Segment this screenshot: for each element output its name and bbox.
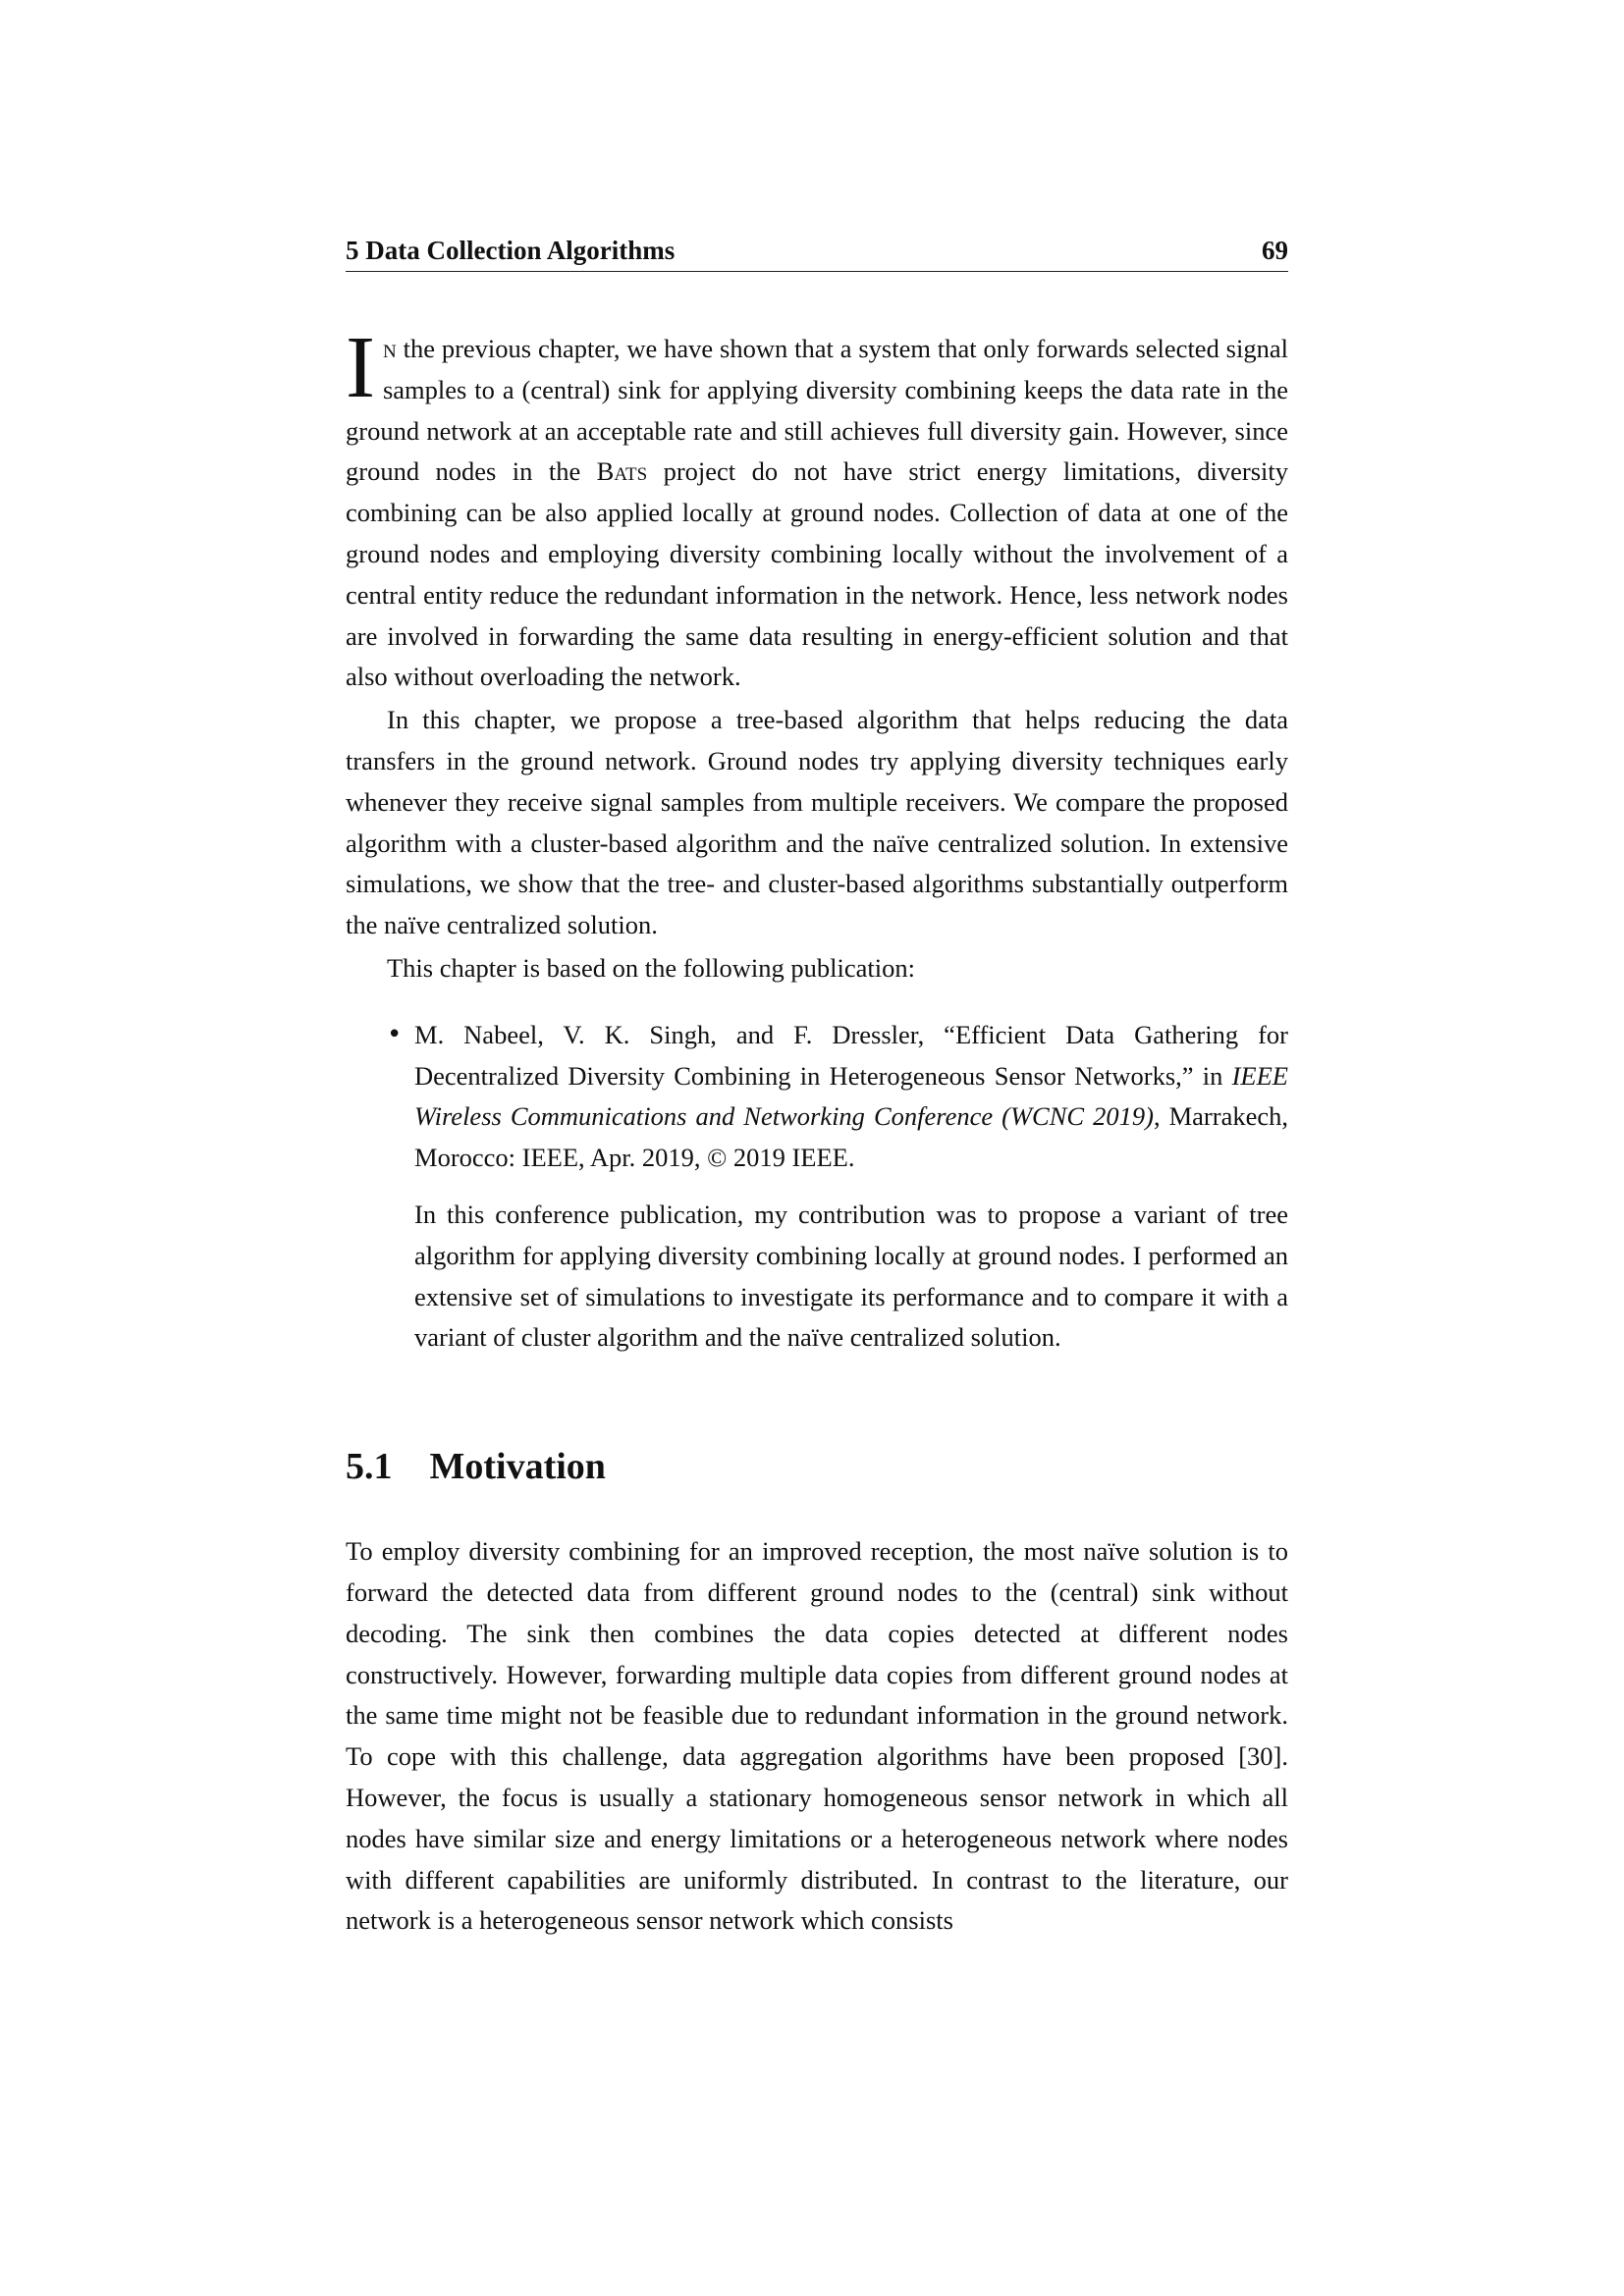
intro-paragraph-2: In this chapter, we propose a tree-based algorithm that helps reducing the data transfers in the ground network. Ground nodes try applying diversity techniques early whenever they receive signal samples from multiple receivers. We compare the proposed algorithm with a cluster-based algorithm and the naïve centralized solution. In extensive simulations, we show that the tree- and cluster-based algorithms substantially outperform the naïve centralized solution. [346, 705, 1288, 940]
publication-list [346, 1015, 1288, 1359]
citation-authors-title: M. Nabeel, V. K. Singh, and F. Dressler, “Efficient Data Gathering for Decentralized Diversity Combining in Heterogeneous Sensor Networks,” in [414, 1019, 1288, 1091]
intro-paragraph-1-part-b: project do not have strict energy limitations, diversity combining can be also applied locally at ground nodes. Collection of data at one of the ground nodes and employing diversity combining locally without the involvement of a central entity reduce the redundant information in the network. Hence, less network nodes are involved in forwarding the same data resulting in energy-efficient solution and that also without overloading the network. [346, 456, 1288, 692]
bullet-marker: • [387, 1019, 403, 1049]
lead-word-rest: n [382, 334, 397, 363]
intro-paragraph-1 [346, 319, 1288, 698]
citation-venue: IEEE Wireless Communications and Networking Conference (WCNC 2019) [414, 1060, 1288, 1132]
contribution-statement: In this conference publication, my contribution was to propose a variant of tree algorithm for applying diversity combining locally at ground nodes. I performed an extensive set of simulations to investigate its performance and to compare it with a variant of cluster algorithm and the naïve centralized solution. [414, 1199, 1288, 1353]
section-title: Motivation [429, 1446, 606, 1488]
citation-details: , Marrakech, Morocco: IEEE, Apr. 2019, © 2019 IEEE. [414, 1101, 1288, 1173]
intro-paragraph-3: This chapter is based on the following publication: [387, 952, 915, 983]
chapter-title: 5 Data Collection Algorithms [346, 236, 676, 265]
bats-project-name: Bats [596, 456, 648, 487]
motivation-paragraph: To employ diversity combining for an improved reception, the most naïve solution is to forward the detected data from different ground nodes to the (central) sink without decoding. The sink then combines the data copies detected at different nodes constructively. However, forwarding multiple data copies from different ground nodes at the same time might not be feasible due to redundant information in the ground network. To cope with this challenge, data aggregation algorithms have been proposed [30]. However, the focus is usually a stationary homogeneous sensor network in which all nodes have similar size and energy limitations or a heterogeneous network where nodes with different capabilities are uniformly distributed. In contrast to the literature, our network is a heterogeneous sensor network which consists [346, 1536, 1288, 1936]
running-header [346, 236, 1288, 272]
page-number: 69 [1262, 236, 1288, 265]
intro-paragraph-1-part-a: the previous chapter, we have shown that a system that only forwards selected signal samples to a (central) sink for applying diversity combining keeps the data rate in the ground network at an acceptable rate and still achieves full diversity gain. However, since ground nodes in the [346, 334, 1288, 487]
publication-citation [414, 1015, 1288, 1179]
document-page [346, 236, 1288, 1942]
section-heading [346, 1445, 1288, 1488]
drop-cap: I [346, 319, 375, 416]
section-number: 5.1 [346, 1446, 393, 1488]
publication-item [387, 1015, 1288, 1359]
